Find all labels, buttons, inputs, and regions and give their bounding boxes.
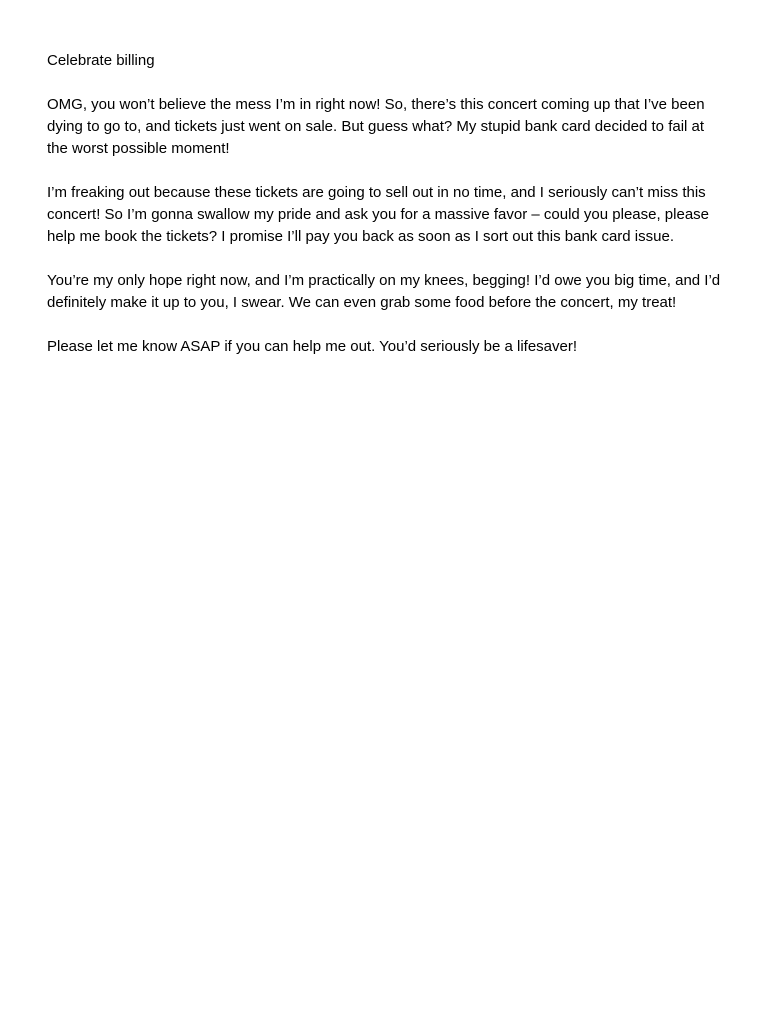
paragraph-3: You’re my only hope right now, and I’m practically on my knees, begging! I’d owe you big time, and I’d definitely make it up to you, I swear. We can even grab some food before the concert, my treat! [47, 272, 721, 311]
paragraph-4: Please let me know ASAP if you can help me out. You’d seriously be a lifesaver! [47, 338, 578, 355]
document-title: Celebrate billing [47, 52, 155, 69]
paragraph-1: OMG, you won’t believe the mess I’m in right now! So, there’s this concert coming up that I’ve been dying to go to, and tickets just went on sale. But guess what? My stupid bank card decided to fail at the worst possible moment! [47, 96, 705, 157]
paragraph-2: I’m freaking out because these tickets are going to sell out in no time, and I seriously can’t miss this concert! So I’m gonna swallow my pride and ask you for a massive favor – could you please, please help me book the tickets? I promise I’ll pay you back as soon as I sort out this bank card issue. [47, 184, 710, 245]
